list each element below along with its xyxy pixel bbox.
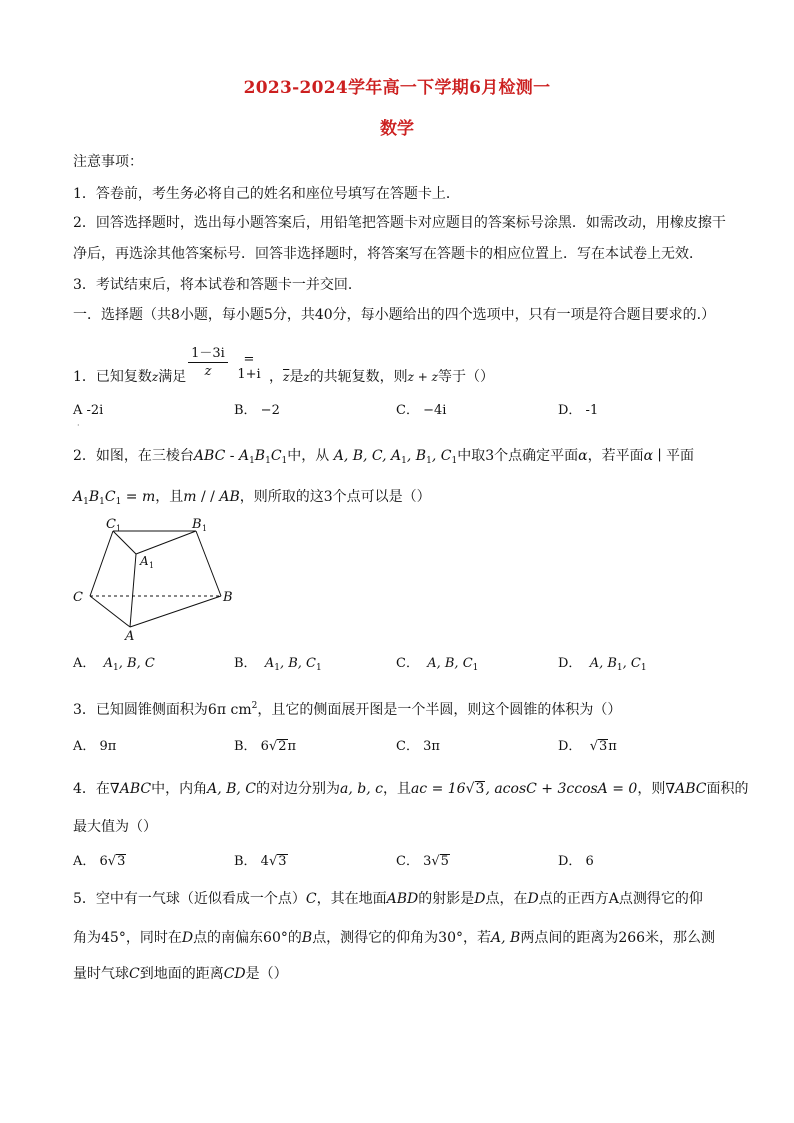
note-item-2b: 净后，再选涂其他答案标号．回答非选择题时，将答案写在答题卡的相应位置上．写在本试卷上无效． bbox=[73, 246, 703, 262]
subject-title: 数学 bbox=[380, 119, 414, 139]
q1-option-b[interactable]: B． −2 bbox=[234, 403, 280, 418]
question-3-text: 3．已知圆锥侧面积为6π $cm^2$，且它的侧面展开图是一个半圆，则这个圆锥的体积为（） bbox=[73, 701, 622, 718]
label-c: C bbox=[73, 590, 83, 605]
label-b: B bbox=[223, 590, 233, 605]
q3-option-a[interactable]: A． 9π bbox=[73, 739, 117, 754]
q2-option-b[interactable]: B． $A_1$, B, $C_1$ bbox=[234, 656, 322, 673]
question-5-line-3: 量时气球C到地面的距离CD是（） bbox=[73, 966, 288, 982]
edge-c-c1 bbox=[90, 531, 113, 596]
q1-fraction-denominator: z bbox=[204, 364, 212, 379]
edge-b1-a1 bbox=[136, 531, 196, 554]
q1-fraction-numerator: 1－3i bbox=[191, 346, 225, 361]
svg-text:1: 1 bbox=[149, 561, 155, 570]
note-item-1: 1．答卷前，考生务必将自己的姓名和座位号填写在答题卡上． bbox=[73, 186, 460, 202]
q2-option-a[interactable]: A． $A_1$, B, C bbox=[73, 656, 155, 673]
frustum-figure bbox=[68, 515, 238, 643]
q3-option-c[interactable]: C． 3π bbox=[396, 739, 440, 754]
note-item-3: 3．考试结束后，将本试卷和答题卡一并交回． bbox=[73, 277, 362, 293]
note-item-2a: 2．回答选择题时，选出每小题答案后，用铅笔把答题卡对应题目的答案标号涂黑．如需改动，用橡皮擦干 bbox=[73, 215, 726, 231]
question-1-text: 1．已知复数z满足 bbox=[73, 369, 187, 385]
q4-option-d[interactable]: D． 6 bbox=[558, 854, 594, 869]
q2-option-c[interactable]: C． A, B, $C_1$ bbox=[396, 656, 479, 673]
q3-option-d[interactable]: D． √3π bbox=[558, 739, 617, 754]
section-1-heading: 一．选择题（共8小题，每小题5分，共40分，每小题给出的四个选项中，只有一项是符合题目要求的.） bbox=[73, 307, 716, 323]
q1-equation-rhs: = 1+i bbox=[237, 352, 261, 382]
exam-title: 2023-2024学年高一下学期6月检测一 bbox=[243, 78, 551, 98]
question-5-line-2: 角为45°，同时在D点的南偏东60°的B点，测得它的仰角为30°，若A, B两点间的距离为266米，那么测 bbox=[73, 930, 716, 946]
q4-option-c[interactable]: C． 3√5 bbox=[396, 854, 449, 869]
q1-fraction-bar bbox=[188, 362, 228, 363]
label-a1: A bbox=[140, 554, 149, 568]
question-5-line-1: 5．空中有一气球（近似看成一个点）C，其在地面ABD的射影是D点，在D点的正西方A点测得它的仰 bbox=[73, 891, 703, 907]
q1-option-d[interactable]: D． -1 bbox=[558, 403, 599, 418]
q1-option-a[interactable]: A -2i bbox=[73, 403, 104, 418]
edge-c-a bbox=[90, 596, 130, 627]
label-b1: B bbox=[192, 517, 202, 532]
question-1-text-tail: ，$\overline{z}$是z的共轭复数，则z + z等于（） bbox=[269, 369, 494, 385]
edge-c1-a1 bbox=[113, 531, 136, 554]
edge-a-b bbox=[130, 596, 221, 627]
question-2-line-2: $A_1B_1C_1 = m$，且m / / AB，则所取的这3个点可以是（） bbox=[73, 489, 431, 507]
q4-option-b[interactable]: B． 4√3 bbox=[234, 854, 287, 869]
edge-b1-b bbox=[196, 531, 221, 596]
svg-text:1: 1 bbox=[116, 524, 122, 533]
q2-option-d[interactable]: D． A, $B_1$, $C_1$ bbox=[558, 656, 647, 673]
q3-option-b[interactable]: B． 6√2π bbox=[234, 739, 297, 754]
question-4-line-1: 4．在∇ABC中，内角A, B, C的对边分别为a, b, c，且ac = 16√3, acosC + 3ccosA = 0，则∇ABC面积的 bbox=[73, 781, 749, 797]
edge-a-a1 bbox=[130, 554, 136, 627]
label-c1: C bbox=[106, 517, 116, 532]
q4-option-a[interactable]: A． 6√3 bbox=[73, 854, 126, 869]
notes-heading: 注意事项： bbox=[73, 154, 143, 170]
svg-text:1: 1 bbox=[202, 524, 208, 533]
q1-option-c[interactable]: C． −4i bbox=[396, 403, 447, 418]
question-4-line-2: 最大值为（） bbox=[73, 819, 157, 835]
stray-dot: · bbox=[77, 421, 80, 430]
question-2-line-1: 2．如图，在三棱台ABC - $A_1B_1C_1$中，从 A, B, C, $A_1$, $B_1$, $C_1$中取3个点确定平面α，若平面α ∣ 平面 bbox=[73, 448, 695, 466]
label-a: A bbox=[125, 629, 135, 643]
